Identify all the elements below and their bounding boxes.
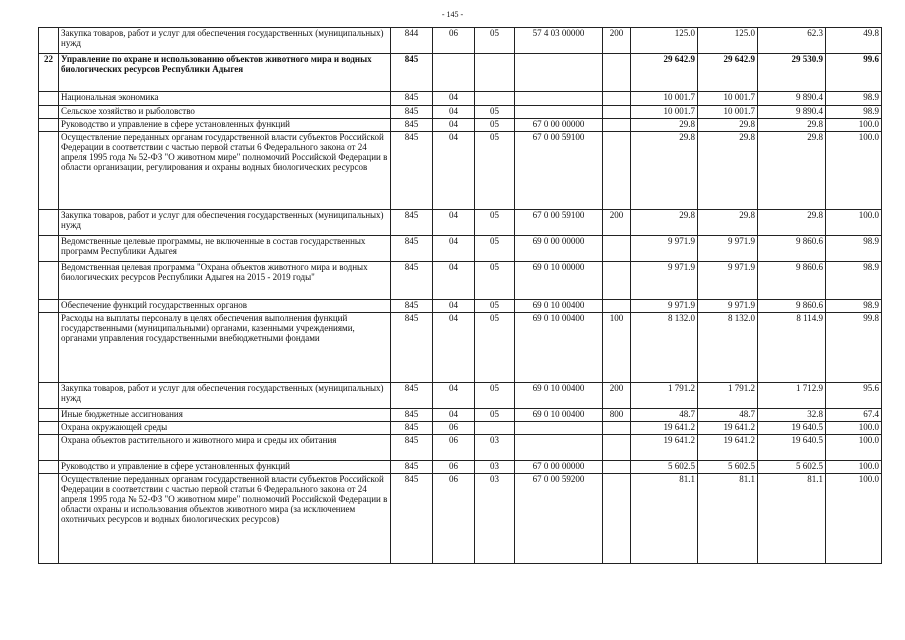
section-code-cell: 04 xyxy=(433,106,475,119)
subsection-code-cell: 05 xyxy=(475,262,515,300)
planned-amount-cell: 5 602.5 xyxy=(698,461,758,474)
subsection-code-cell: 05 xyxy=(475,28,515,54)
execution-percent-cell: 99.8 xyxy=(826,313,882,383)
target-article-cell: 69 0 10 00400 xyxy=(515,313,603,383)
approved-amount-cell: 29.8 xyxy=(631,119,698,132)
target-article-cell: 67 0 00 59100 xyxy=(515,132,603,210)
executed-amount-cell: 29 530.9 xyxy=(758,54,826,92)
expense-type-cell xyxy=(603,435,631,461)
execution-percent-cell: 100.0 xyxy=(826,461,882,474)
planned-amount-cell: 9 971.9 xyxy=(698,262,758,300)
target-article-cell: 69 0 10 00000 xyxy=(515,262,603,300)
item-name-cell: Руководство и управление в сфере установленных функций xyxy=(59,461,391,474)
approved-amount-cell: 48.7 xyxy=(631,409,698,422)
expense-type-cell: 200 xyxy=(603,210,631,236)
table-row xyxy=(39,461,882,474)
execution-percent-cell: 100.0 xyxy=(826,132,882,210)
target-article-cell xyxy=(515,106,603,119)
section-code-cell: 04 xyxy=(433,262,475,300)
planned-amount-cell: 9 971.9 xyxy=(698,236,758,262)
target-article-cell: 67 0 00 59200 xyxy=(515,474,603,564)
approved-amount-cell: 19 641.2 xyxy=(631,435,698,461)
ministry-code-cell: 845 xyxy=(391,119,433,132)
section-code-cell: 06 xyxy=(433,435,475,461)
table-row xyxy=(39,262,882,300)
row-number-cell xyxy=(39,210,59,236)
item-name-cell: Закупка товаров, работ и услуг для обеспечения государственных (муниципальных) нужд xyxy=(59,383,391,409)
executed-amount-cell: 9 860.6 xyxy=(758,236,826,262)
planned-amount-cell: 125.0 xyxy=(698,28,758,54)
target-article-cell: 69 0 00 00000 xyxy=(515,236,603,262)
expense-type-cell xyxy=(603,474,631,564)
executed-amount-cell: 32.8 xyxy=(758,409,826,422)
expense-type-cell xyxy=(603,132,631,210)
planned-amount-cell: 29.8 xyxy=(698,132,758,210)
approved-amount-cell: 125.0 xyxy=(631,28,698,54)
section-code-cell: 04 xyxy=(433,210,475,236)
approved-amount-cell: 29 642.9 xyxy=(631,54,698,92)
row-number-cell xyxy=(39,474,59,564)
ministry-code-cell: 845 xyxy=(391,383,433,409)
execution-percent-cell: 98.9 xyxy=(826,300,882,313)
target-article-cell xyxy=(515,435,603,461)
ministry-code-cell: 845 xyxy=(391,313,433,383)
approved-amount-cell: 81.1 xyxy=(631,474,698,564)
table-row xyxy=(39,383,882,409)
ministry-code-cell: 845 xyxy=(391,132,433,210)
target-article-cell: 67 0 00 00000 xyxy=(515,119,603,132)
expense-type-cell xyxy=(603,92,631,106)
table-row xyxy=(39,210,882,236)
target-article-cell: 69 0 10 00400 xyxy=(515,300,603,313)
executed-amount-cell: 8 114.9 xyxy=(758,313,826,383)
item-name-cell: Руководство и управление в сфере установленных функций xyxy=(59,119,391,132)
row-number-cell xyxy=(39,383,59,409)
expense-type-cell xyxy=(603,300,631,313)
expense-type-cell xyxy=(603,461,631,474)
expense-type-cell: 200 xyxy=(603,28,631,54)
planned-amount-cell: 19 641.2 xyxy=(698,422,758,435)
planned-amount-cell: 19 641.2 xyxy=(698,435,758,461)
section-code-cell: 04 xyxy=(433,313,475,383)
planned-amount-cell: 9 971.9 xyxy=(698,300,758,313)
item-name-cell: Иные бюджетные ассигнования xyxy=(59,409,391,422)
planned-amount-cell: 10 001.7 xyxy=(698,92,758,106)
planned-amount-cell: 8 132.0 xyxy=(698,313,758,383)
target-article-cell xyxy=(515,54,603,92)
section-code-cell: 06 xyxy=(433,474,475,564)
section-code-cell xyxy=(433,54,475,92)
subsection-code-cell: 05 xyxy=(475,236,515,262)
executed-amount-cell: 9 860.6 xyxy=(758,300,826,313)
item-name-cell: Сельское хозяйство и рыболовство xyxy=(59,106,391,119)
ministry-code-cell: 845 xyxy=(391,435,433,461)
row-number-cell xyxy=(39,409,59,422)
table-row xyxy=(39,435,882,461)
item-name-cell: Закупка товаров, работ и услуг для обеспечения государственных (муниципальных) нужд xyxy=(59,210,391,236)
item-name-cell: Охрана объектов растительного и животного мира и среды их обитания xyxy=(59,435,391,461)
table-row xyxy=(39,474,882,564)
section-code-cell: 06 xyxy=(433,28,475,54)
subsection-code-cell: 05 xyxy=(475,106,515,119)
execution-percent-cell: 100.0 xyxy=(826,422,882,435)
table-row xyxy=(39,119,882,132)
target-article-cell: 67 0 00 59100 xyxy=(515,210,603,236)
execution-percent-cell: 100.0 xyxy=(826,474,882,564)
executed-amount-cell: 29.8 xyxy=(758,210,826,236)
ministry-code-cell: 845 xyxy=(391,474,433,564)
approved-amount-cell: 29.8 xyxy=(631,210,698,236)
execution-percent-cell: 67.4 xyxy=(826,409,882,422)
target-article-cell: 57 4 03 00000 xyxy=(515,28,603,54)
table-row xyxy=(39,106,882,119)
item-name-cell: Осуществление переданных органам государственной власти субъектов Российской Федерации в соответствии с частью первой статьи 6 Федерального закона от 24 апреля 1995 года № 52-ФЗ "О животном мире" полномочий Российской Федерации в области охраны и использования объектов животного мира (за исключением охотничьих ресурсов и водных биологических ресурсов) xyxy=(59,474,391,564)
row-number-cell xyxy=(39,236,59,262)
subsection-code-cell xyxy=(475,422,515,435)
section-code-cell: 04 xyxy=(433,300,475,313)
planned-amount-cell: 29 642.9 xyxy=(698,54,758,92)
planned-amount-cell: 10 001.7 xyxy=(698,106,758,119)
section-code-cell: 04 xyxy=(433,236,475,262)
approved-amount-cell: 10 001.7 xyxy=(631,106,698,119)
ministry-code-cell: 845 xyxy=(391,92,433,106)
row-number-cell: 22 xyxy=(39,54,59,92)
item-name-cell: Обеспечение функций государственных органов xyxy=(59,300,391,313)
item-name-cell: Ведомственные целевые программы, не включенные в состав государственных программ Республики Адыгея xyxy=(59,236,391,262)
execution-percent-cell: 49.8 xyxy=(826,28,882,54)
approved-amount-cell: 9 971.9 xyxy=(631,300,698,313)
execution-percent-cell: 98.9 xyxy=(826,236,882,262)
executed-amount-cell: 1 712.9 xyxy=(758,383,826,409)
table-row xyxy=(39,236,882,262)
table-row xyxy=(39,92,882,106)
item-name-cell: Осуществление переданных органам государственной власти субъектов Российской Федерации в соответствии с частью первой статьи 6 Федерального закона от 24 апреля 1995 года № 52-ФЗ "О животном мире" полномочий Российской Федерации в области организации, регулирования и охраны водных биологических ресурсов xyxy=(59,132,391,210)
item-name-cell: Управление по охране и использованию объектов животного мира и водных биологических ресурсов Республики Адыгея xyxy=(59,54,391,92)
ministry-code-cell: 844 xyxy=(391,28,433,54)
section-code-cell: 04 xyxy=(433,132,475,210)
expense-type-cell xyxy=(603,54,631,92)
execution-percent-cell: 98.9 xyxy=(826,262,882,300)
row-number-cell xyxy=(39,313,59,383)
subsection-code-cell: 05 xyxy=(475,313,515,383)
expense-type-cell xyxy=(603,119,631,132)
ministry-code-cell: 845 xyxy=(391,422,433,435)
executed-amount-cell: 81.1 xyxy=(758,474,826,564)
budget-table xyxy=(38,27,882,564)
row-number-cell xyxy=(39,461,59,474)
row-number-cell xyxy=(39,106,59,119)
executed-amount-cell: 62.3 xyxy=(758,28,826,54)
target-article-cell xyxy=(515,92,603,106)
planned-amount-cell: 29.8 xyxy=(698,119,758,132)
execution-percent-cell: 95.6 xyxy=(826,383,882,409)
executed-amount-cell: 9 890.4 xyxy=(758,92,826,106)
row-number-cell xyxy=(39,119,59,132)
executed-amount-cell: 29.8 xyxy=(758,119,826,132)
row-number-cell xyxy=(39,92,59,106)
item-name-cell: Ведомственная целевая программа "Охрана объектов животного мира и водных биологических ресурсов Республики Адыгея на 2015 - 2019 годы" xyxy=(59,262,391,300)
subsection-code-cell xyxy=(475,54,515,92)
subsection-code-cell: 05 xyxy=(475,119,515,132)
item-name-cell: Расходы на выплаты персоналу в целях обеспечения выполнения функций государственными (муниципальными) органами, казенными учреждениями, органами управления государственными внебюджетными фондами xyxy=(59,313,391,383)
planned-amount-cell: 1 791.2 xyxy=(698,383,758,409)
approved-amount-cell: 1 791.2 xyxy=(631,383,698,409)
row-number-cell xyxy=(39,422,59,435)
subsection-code-cell: 05 xyxy=(475,409,515,422)
execution-percent-cell: 98.9 xyxy=(826,106,882,119)
target-article-cell: 69 0 10 00400 xyxy=(515,383,603,409)
ministry-code-cell: 845 xyxy=(391,262,433,300)
target-article-cell: 67 0 00 00000 xyxy=(515,461,603,474)
item-name-cell: Национальная экономика xyxy=(59,92,391,106)
table-row xyxy=(39,409,882,422)
execution-percent-cell: 100.0 xyxy=(826,119,882,132)
expense-type-cell xyxy=(603,236,631,262)
ministry-code-cell: 845 xyxy=(391,461,433,474)
ministry-code-cell: 845 xyxy=(391,106,433,119)
target-article-cell: 69 0 10 00400 xyxy=(515,409,603,422)
item-name-cell: Охрана окружающей среды xyxy=(59,422,391,435)
subsection-code-cell: 05 xyxy=(475,132,515,210)
section-code-cell: 04 xyxy=(433,409,475,422)
executed-amount-cell: 19 640.5 xyxy=(758,422,826,435)
row-number-cell xyxy=(39,435,59,461)
row-number-cell xyxy=(39,262,59,300)
approved-amount-cell: 8 132.0 xyxy=(631,313,698,383)
expense-type-cell xyxy=(603,422,631,435)
table-row xyxy=(39,300,882,313)
target-article-cell xyxy=(515,422,603,435)
approved-amount-cell: 29.8 xyxy=(631,132,698,210)
execution-percent-cell: 98.9 xyxy=(826,92,882,106)
ministry-code-cell: 845 xyxy=(391,300,433,313)
table-body xyxy=(39,28,882,564)
expense-type-cell: 100 xyxy=(603,313,631,383)
expense-type-cell: 200 xyxy=(603,383,631,409)
subsection-code-cell: 03 xyxy=(475,474,515,564)
planned-amount-cell: 81.1 xyxy=(698,474,758,564)
subsection-code-cell: 03 xyxy=(475,461,515,474)
table-row xyxy=(39,28,882,54)
executed-amount-cell: 9 890.4 xyxy=(758,106,826,119)
ministry-code-cell: 845 xyxy=(391,210,433,236)
subsection-code-cell: 05 xyxy=(475,210,515,236)
section-code-cell: 06 xyxy=(433,461,475,474)
subsection-code-cell xyxy=(475,92,515,106)
page-number: - 145 - xyxy=(441,10,464,19)
executed-amount-cell: 19 640.5 xyxy=(758,435,826,461)
approved-amount-cell: 19 641.2 xyxy=(631,422,698,435)
approved-amount-cell: 5 602.5 xyxy=(631,461,698,474)
executed-amount-cell: 29.8 xyxy=(758,132,826,210)
row-number-cell xyxy=(39,28,59,54)
planned-amount-cell: 29.8 xyxy=(698,210,758,236)
table-row xyxy=(39,132,882,210)
row-number-cell xyxy=(39,132,59,210)
execution-percent-cell: 100.0 xyxy=(826,435,882,461)
executed-amount-cell: 9 860.6 xyxy=(758,262,826,300)
executed-amount-cell: 5 602.5 xyxy=(758,461,826,474)
section-code-cell: 04 xyxy=(433,92,475,106)
section-code-cell: 06 xyxy=(433,422,475,435)
row-number-cell xyxy=(39,300,59,313)
ministry-code-cell: 845 xyxy=(391,54,433,92)
section-code-cell: 04 xyxy=(433,119,475,132)
expense-type-cell xyxy=(603,262,631,300)
approved-amount-cell: 9 971.9 xyxy=(631,262,698,300)
approved-amount-cell: 10 001.7 xyxy=(631,92,698,106)
table-row xyxy=(39,422,882,435)
subsection-code-cell: 05 xyxy=(475,300,515,313)
section-code-cell: 04 xyxy=(433,383,475,409)
table-row xyxy=(39,54,882,92)
ministry-code-cell: 845 xyxy=(391,236,433,262)
subsection-code-cell: 05 xyxy=(475,383,515,409)
ministry-code-cell: 845 xyxy=(391,409,433,422)
item-name-cell: Закупка товаров, работ и услуг для обеспечения государственных (муниципальных) нужд xyxy=(59,28,391,54)
planned-amount-cell: 48.7 xyxy=(698,409,758,422)
approved-amount-cell: 9 971.9 xyxy=(631,236,698,262)
execution-percent-cell: 100.0 xyxy=(826,210,882,236)
table-row xyxy=(39,313,882,383)
execution-percent-cell: 99.6 xyxy=(826,54,882,92)
expense-type-cell xyxy=(603,106,631,119)
expense-type-cell: 800 xyxy=(603,409,631,422)
subsection-code-cell: 03 xyxy=(475,435,515,461)
